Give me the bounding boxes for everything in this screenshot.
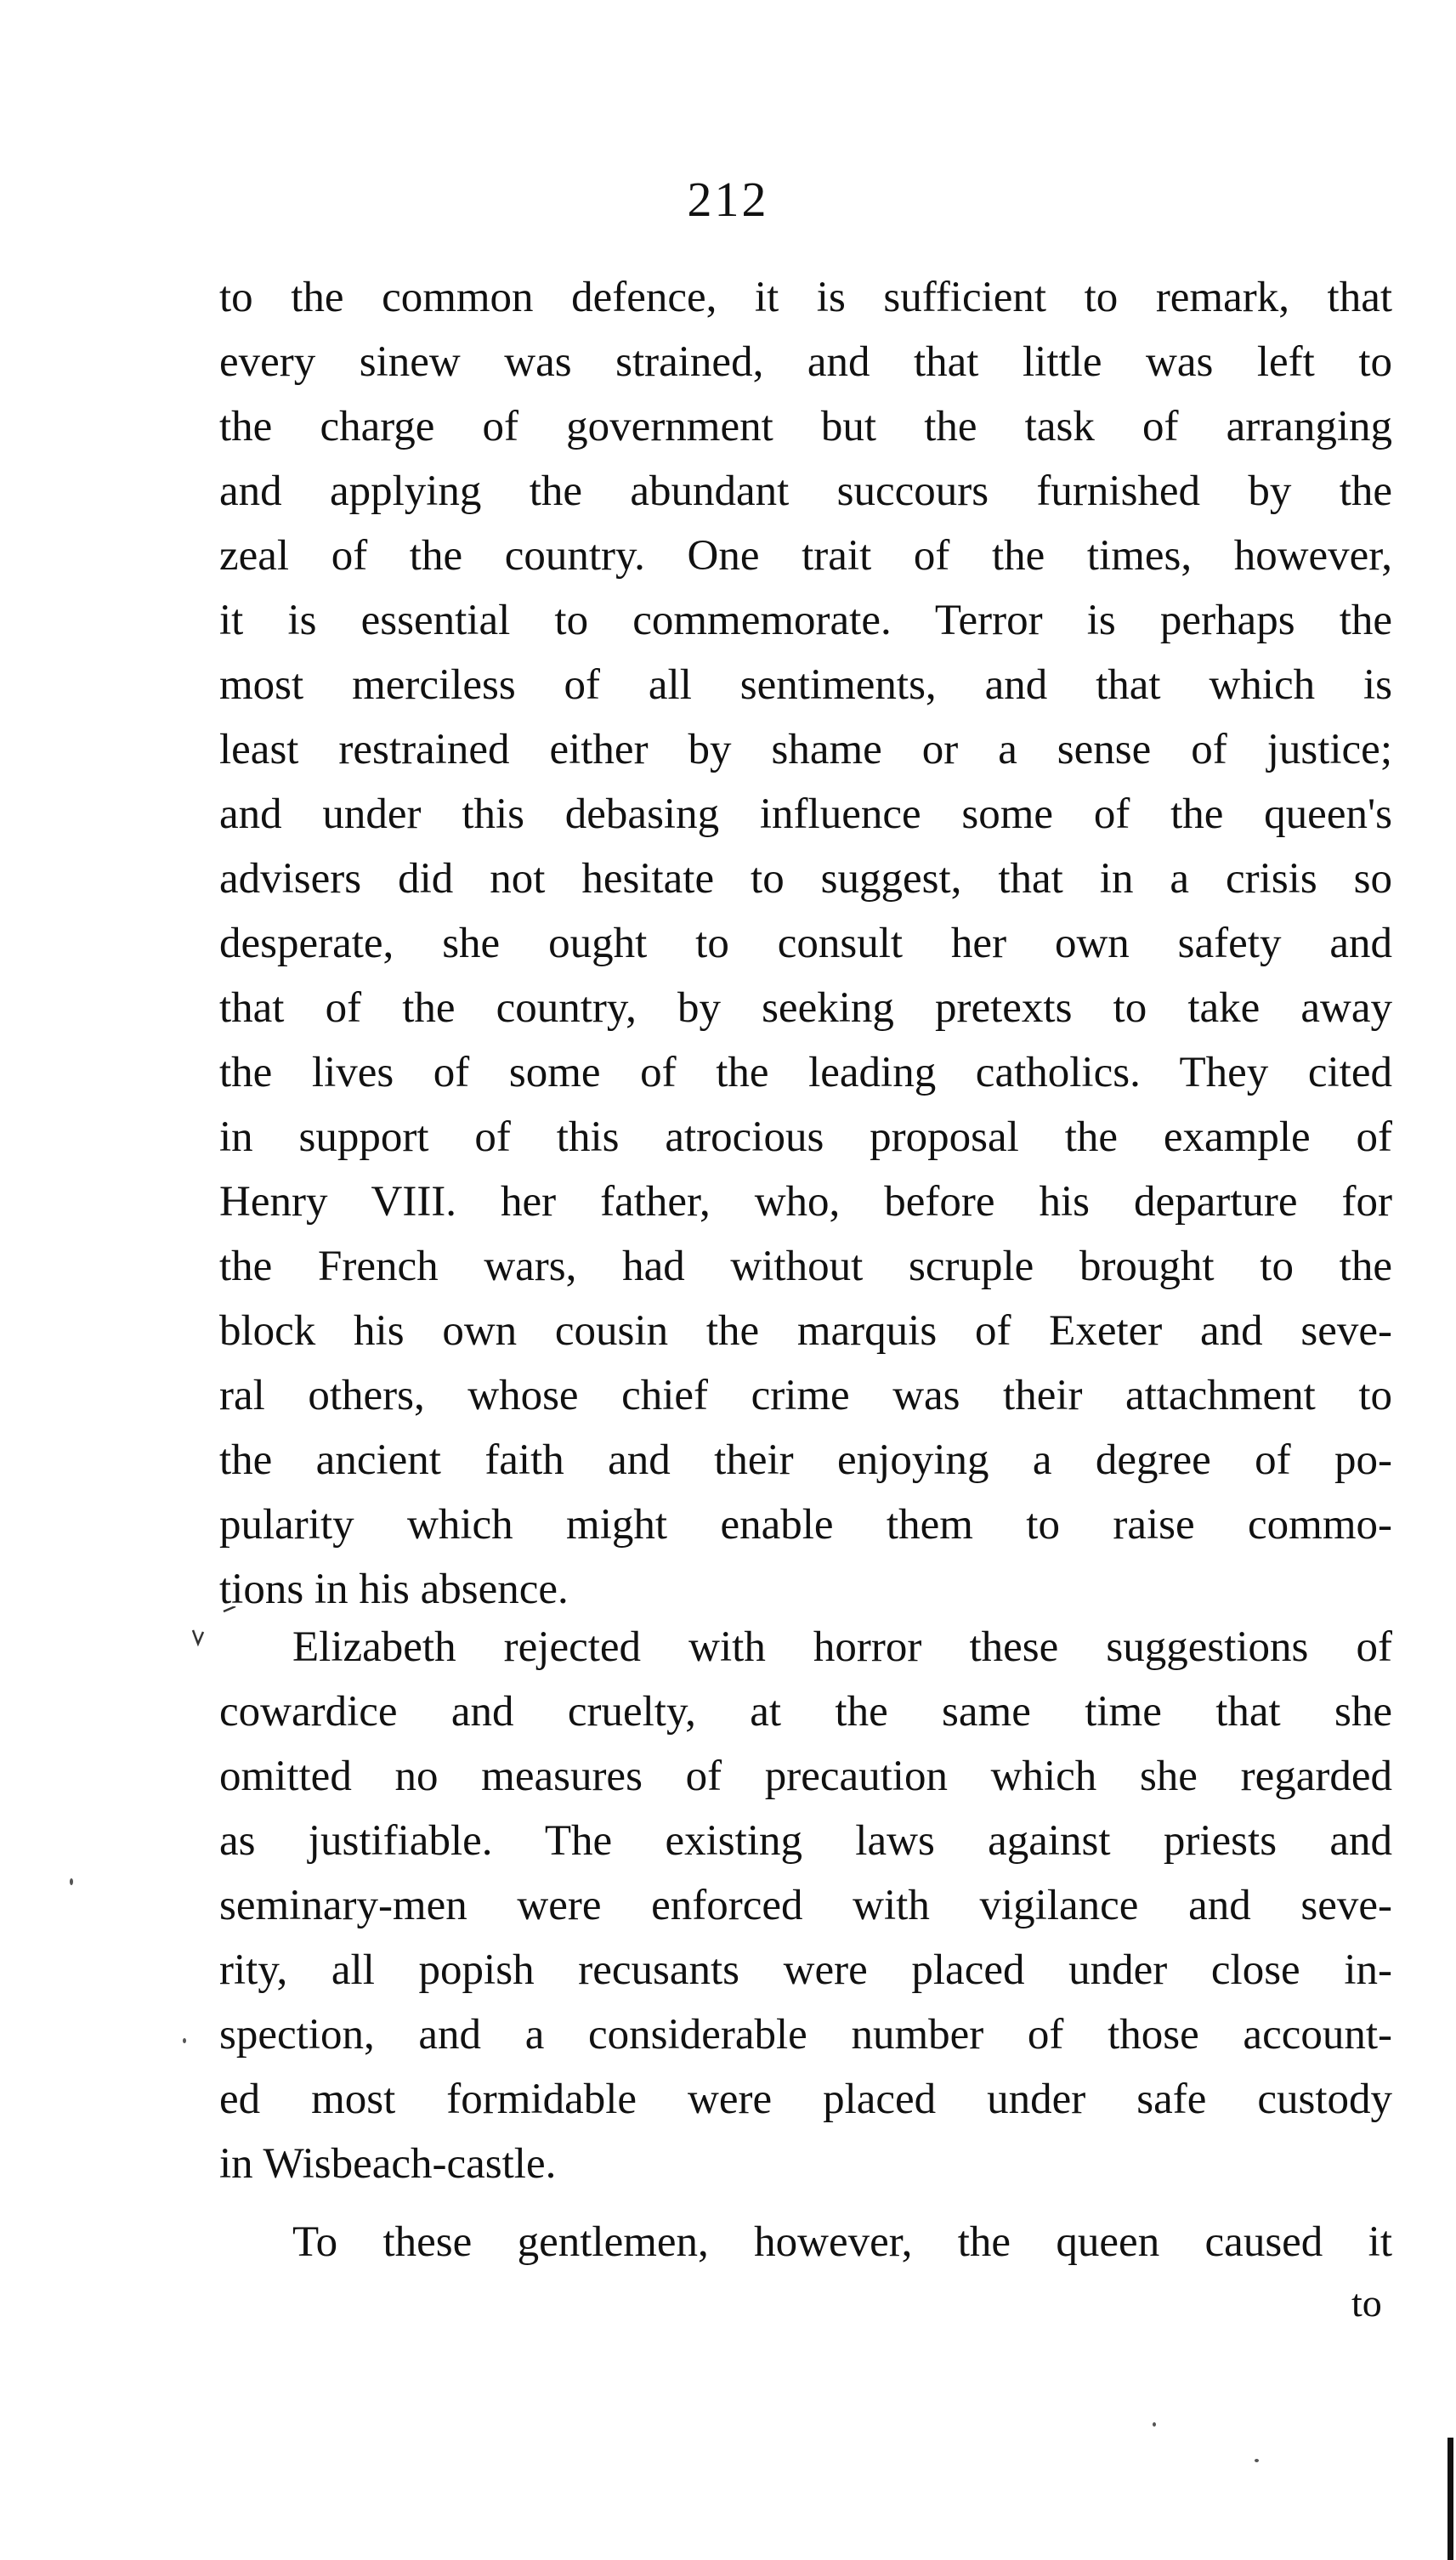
text-line: least restrained either by shame or a sense of justice;: [219, 726, 1392, 773]
text-line: every sinew was strained, and that little was left to: [219, 338, 1392, 386]
page-number: 212: [687, 172, 769, 227]
text-line: ed most formidable were placed under safe custody: [219, 2076, 1392, 2123]
paragraph-3: [219, 2210, 1392, 2274]
text-line: the ancient faith and their enjoying a degree of po-: [219, 1436, 1392, 1484]
text-line: most merciless of all sentiments, and that which is: [219, 661, 1392, 709]
text-line: to the common defence, it is sufficient to remark, that: [219, 274, 1392, 321]
text-line: it is essential to commemorate. Terror is perhaps the: [219, 597, 1392, 644]
text-line: tions in his absence.: [219, 1566, 569, 1613]
text-line: desperate, she ought to consult her own safety and: [219, 920, 1392, 967]
text-line: the lives of some of the leading catholics. They cited: [219, 1049, 1392, 1096]
text-line: and applying the abundant succours furnished by the: [219, 467, 1392, 515]
catchword: to: [1351, 2281, 1382, 2325]
text-line: omitted no measures of precaution which she regarded: [219, 1753, 1392, 1800]
paragraph-1: [219, 265, 1392, 1622]
ink-speck: [183, 2038, 186, 2043]
paragraph-2: [219, 1615, 1392, 2196]
text-line: in Wisbeach-castle.: [219, 2140, 557, 2188]
text-line: pularity which might enable them to raise commo-: [219, 1501, 1392, 1549]
ink-speck: [1153, 2422, 1156, 2427]
ink-speck: [1255, 2459, 1259, 2462]
text-line: cowardice and cruelty, at the same time that she: [219, 1688, 1392, 1736]
ink-speck: [70, 1878, 73, 1885]
text-line: Henry VIII. her father, who, before his departure for: [219, 1178, 1392, 1226]
text-line: as justifiable. The existing laws against priests and: [219, 1817, 1392, 1865]
text-line: seminary-men were enforced with vigilance and seve-: [219, 1882, 1392, 1929]
text-line: rity, all popish recusants were placed under close in-: [219, 1946, 1392, 1994]
text-line: that of the country, by seeking pretexts to take away: [219, 984, 1392, 1032]
text-line: To these gentlemen, however, the queen caused it: [292, 2218, 1392, 2266]
text-line: ral others, whose chief crime was their attachment to: [219, 1372, 1392, 1419]
page-edge-shadow: [1448, 2438, 1453, 2560]
text-line: spection, and a considerable number of those account-: [219, 2011, 1392, 2059]
text-line: the French wars, had without scruple brought to the: [219, 1243, 1392, 1290]
text-line: block his own cousin the marquis of Exeter and seve-: [219, 1307, 1392, 1355]
text-line: zeal of the country. One trait of the times, however,: [219, 532, 1392, 580]
text-line: in support of this atrocious proposal the example of: [219, 1113, 1392, 1161]
text-line: the charge of government but the task of arranging: [219, 403, 1392, 450]
text-line: and under this debasing influence some of the queen's: [219, 790, 1392, 838]
text-line: Elizabeth rejected with horror these suggestions of: [292, 1623, 1392, 1671]
text-line: advisers did not hesitate to suggest, that in a crisis so: [219, 855, 1392, 903]
